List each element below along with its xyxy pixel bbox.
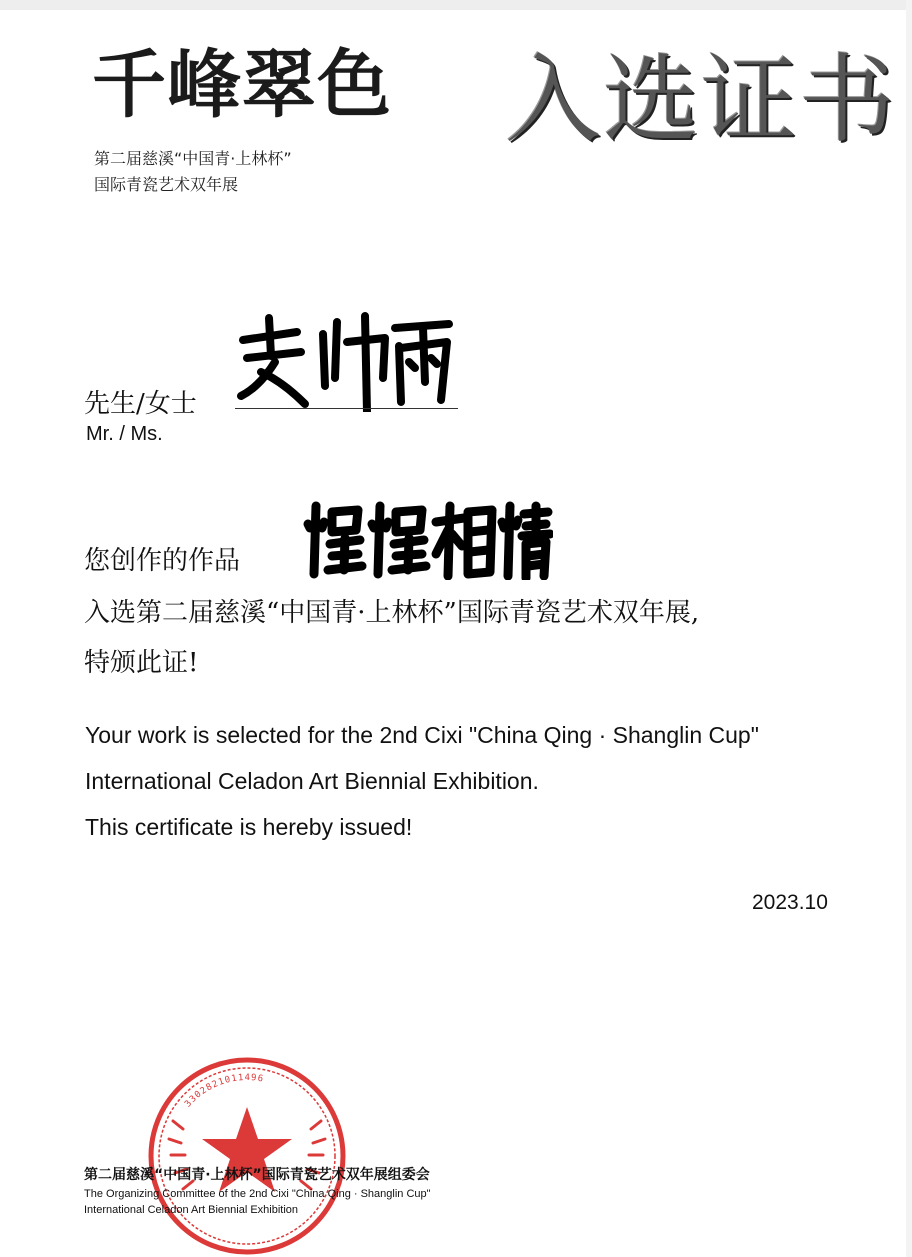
organizer-cn: 第二届慈溪“中国青·上林杯”国际青瓷艺术双年展组委会 bbox=[84, 1167, 430, 1183]
recipient-label: 先生/女士 bbox=[84, 389, 197, 419]
certificate-title: 入选证书 bbox=[505, 44, 897, 156]
work-label: 您创作的作品 bbox=[84, 546, 241, 576]
handwritten-recipient-name bbox=[235, 312, 457, 412]
handwritten-work-title bbox=[298, 500, 553, 580]
body-en-line-1: Your work is selected for the 2nd Cixi "China Qing · Shanglin Cup" bbox=[85, 722, 759, 748]
official-seal bbox=[143, 1055, 351, 1257]
organizer-en-line-1: The Organizing Committee of the 2nd Cixi "China Qing · Shanglin Cup" bbox=[84, 1188, 431, 1200]
top-border bbox=[0, 0, 912, 10]
subtitle-line-1: 第二届慈溪“中国青·上林杯” bbox=[94, 149, 292, 168]
body-cn-line-2: 特颁此证! bbox=[84, 648, 199, 678]
body-en-line-3: This certificate is hereby issued! bbox=[85, 814, 413, 840]
issue-date: 2023.10 bbox=[752, 891, 828, 914]
body-en-line-2: International Celadon Art Biennial Exhibition. bbox=[85, 768, 539, 794]
body-cn-line-1: 入选第二届慈溪“中国青·上林杯”国际青瓷艺术双年展, bbox=[84, 598, 700, 628]
svg-text:3302821011496 bbox=[183, 1073, 265, 1110]
seal-number: 3302821011496 bbox=[183, 1072, 265, 1110]
recipient-label-en: Mr. / Ms. bbox=[86, 423, 163, 445]
organizer-en-line-2: International Celadon Art Biennial Exhibition bbox=[84, 1204, 299, 1216]
exhibition-subtitle bbox=[94, 146, 292, 198]
right-border bbox=[906, 0, 912, 1257]
exhibition-logo-title: 千峰翠色 bbox=[92, 42, 392, 128]
subtitle-line-2: 国际青瓷艺术双年展 bbox=[94, 175, 239, 194]
recipient-underline bbox=[235, 408, 458, 409]
